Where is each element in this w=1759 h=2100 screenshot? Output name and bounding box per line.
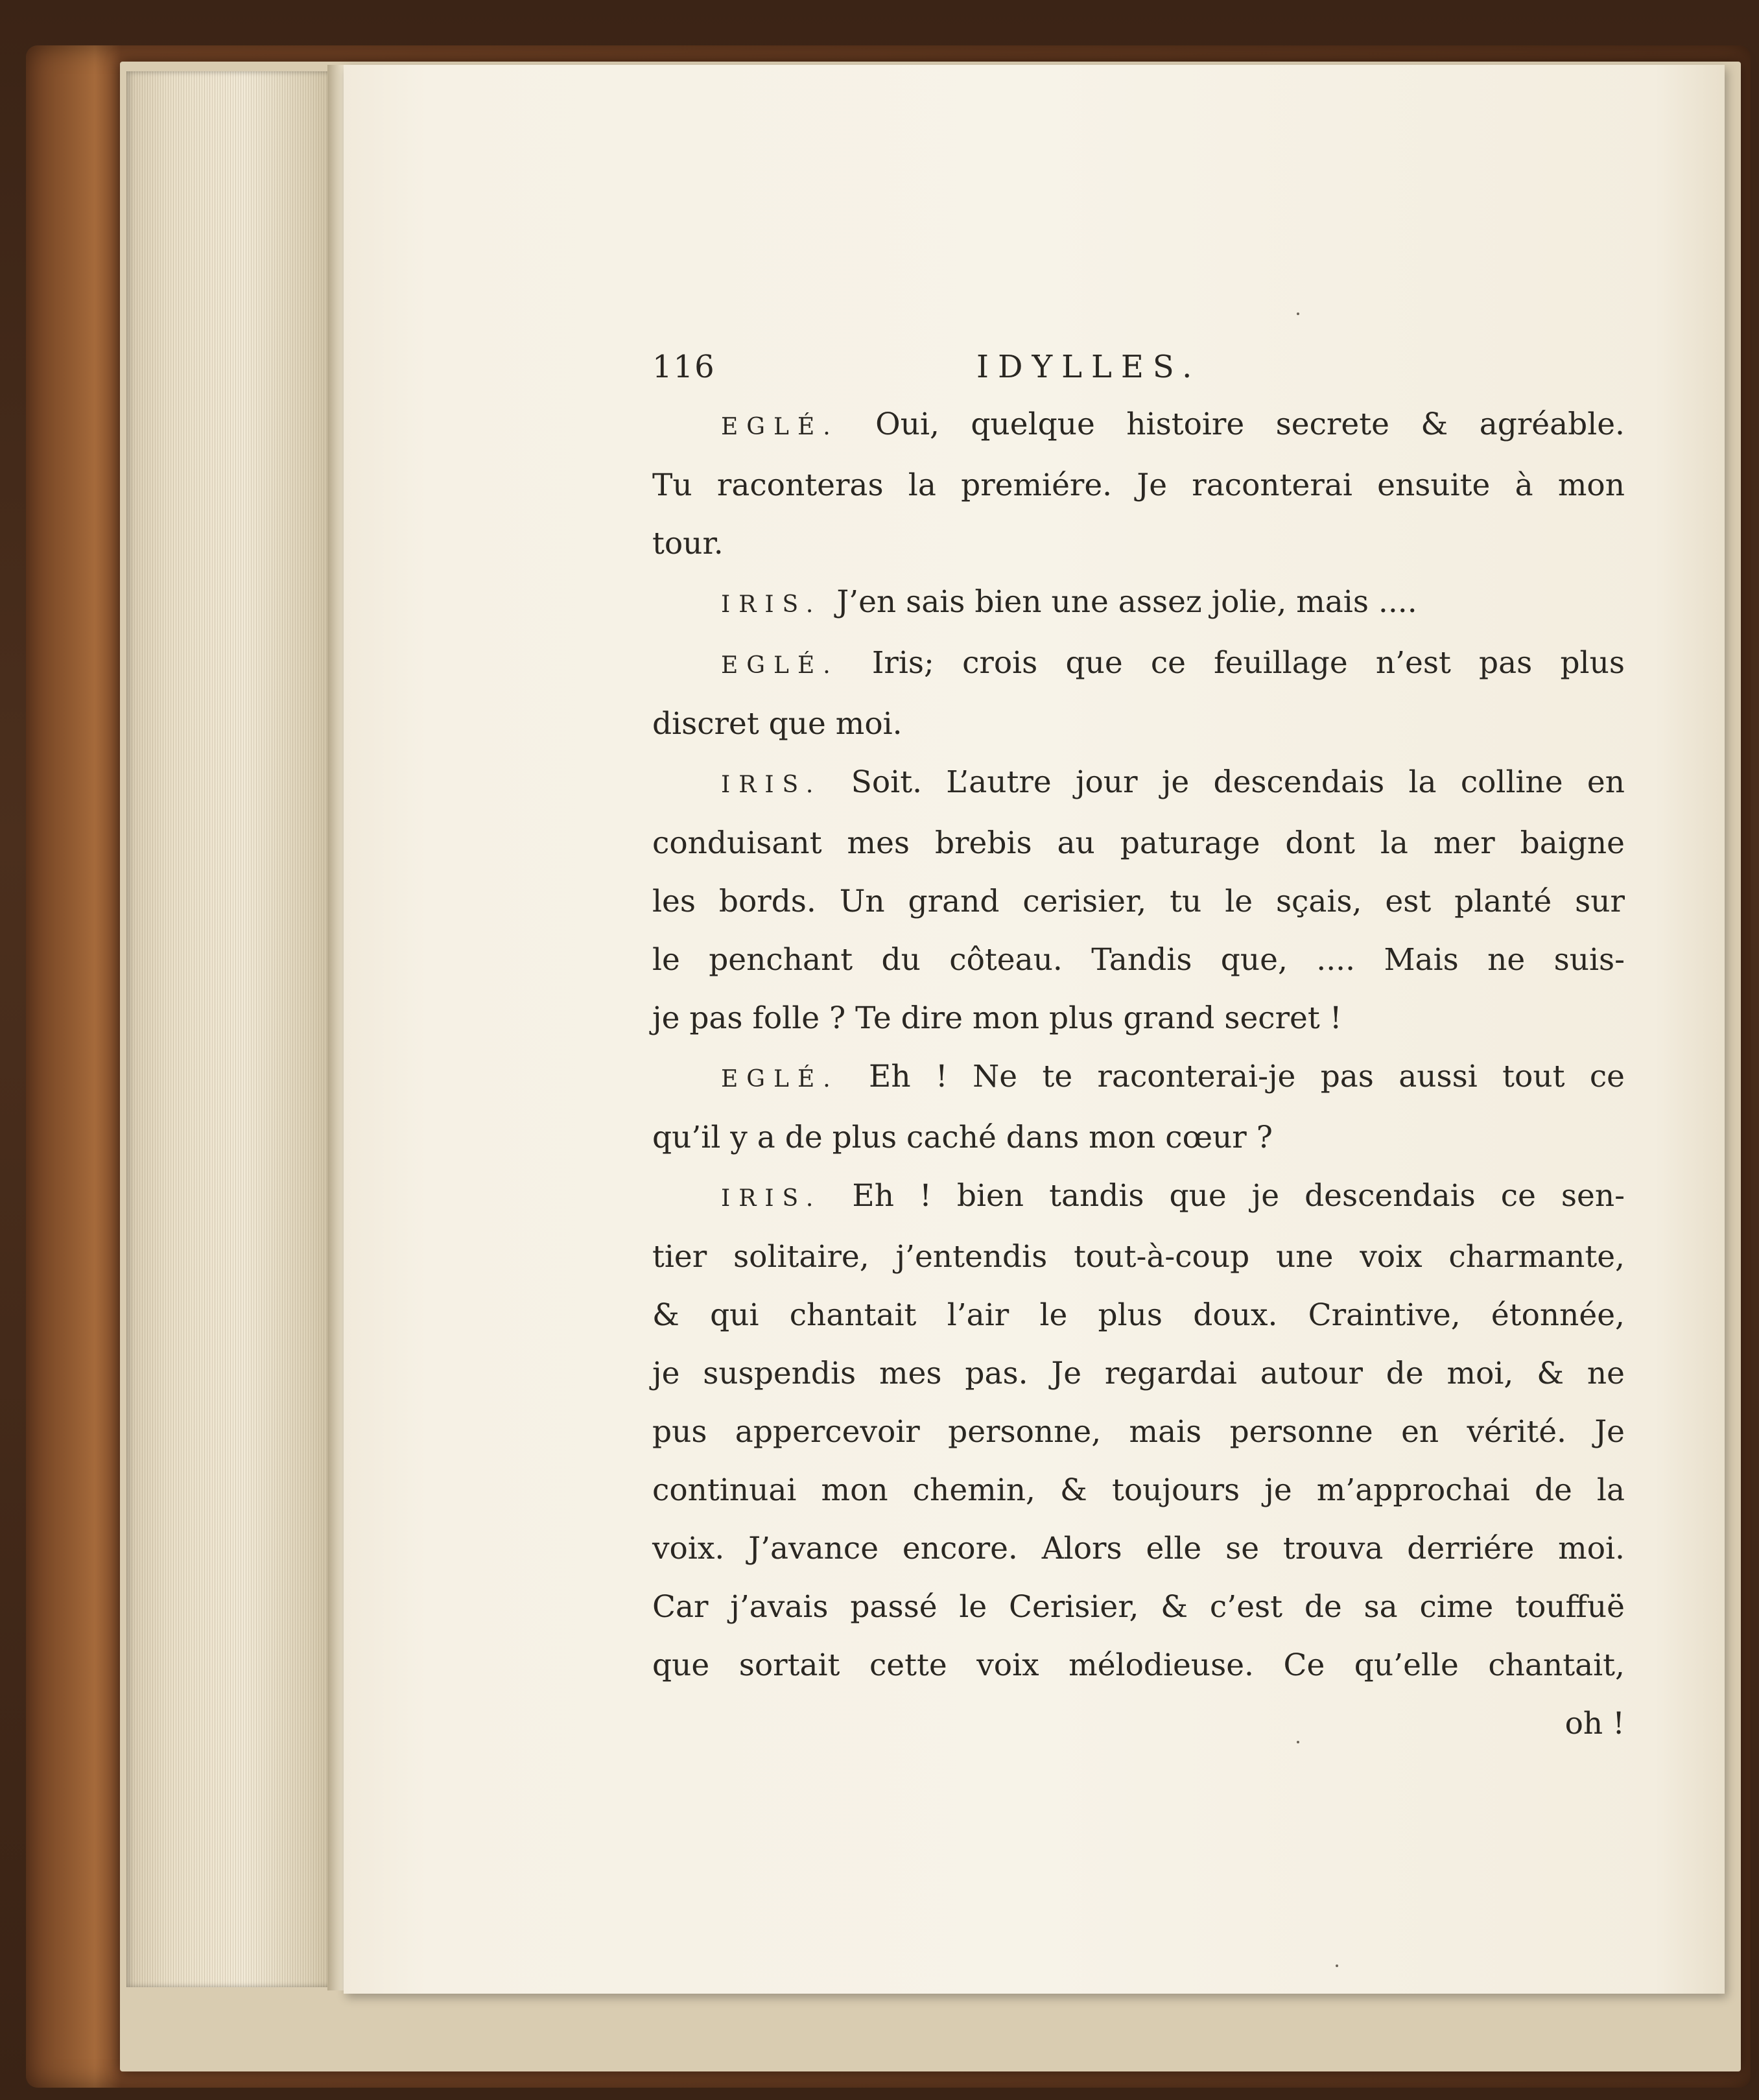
- text-line: [652, 1636, 1625, 1695]
- text-line: [652, 1286, 1625, 1345]
- text-line: [652, 1578, 1625, 1636]
- speaker-name: EGLÉ.: [721, 652, 839, 679]
- text-line: [652, 1403, 1625, 1461]
- text-line: [652, 1345, 1625, 1403]
- line-text: Eh ! bien tandis que je descendais ce sen-: [852, 1178, 1625, 1214]
- line-text: J’en sais bien une assez jolie, mais ....: [836, 584, 1417, 620]
- text-line: [652, 515, 1625, 573]
- line-text: que sortait cette voix mélodieuse. Ce qu’elle chantait,: [652, 1647, 1625, 1683]
- speaker-name: IRIS.: [721, 591, 822, 618]
- text-line: [652, 931, 1625, 989]
- catchword: oh !: [1564, 1706, 1625, 1741]
- line-text: Tu raconteras la premiére. Je raconterai ensuite à mon: [652, 467, 1625, 503]
- running-title: IDYLLES.: [976, 349, 1201, 385]
- text-line: [652, 456, 1625, 515]
- speaker-name: IRIS.: [721, 1185, 822, 1212]
- line-text: discret que moi.: [652, 706, 903, 742]
- text-line: [652, 695, 1625, 753]
- line-text: Oui, quelque histoire secrete & agréable.: [875, 407, 1625, 442]
- line-text: qu’il y a de plus caché dans mon cœur ?: [652, 1120, 1273, 1155]
- body-text: [652, 395, 1625, 1695]
- line-text: le penchant du côteau. Tandis que, .... Mais ne suis-: [652, 942, 1625, 978]
- line-text: Eh ! Ne te raconterai-je pas aussi tout ce: [869, 1059, 1625, 1094]
- speaker-name: EGLÉ.: [721, 1066, 839, 1092]
- page-speck: [1336, 1964, 1338, 1967]
- page-number: 116: [652, 349, 716, 385]
- speaker-name: IRIS.: [721, 772, 822, 798]
- speaker-name: EGLÉ.: [721, 414, 839, 440]
- line-text: les bords. Un grand cerisier, tu le sçais, est planté sur: [652, 884, 1625, 919]
- line-text: & qui chantait l’air le plus doux. Craintive, étonnée,: [652, 1297, 1625, 1333]
- speech-line: [652, 395, 1625, 456]
- page-fore-edge: [126, 71, 340, 1987]
- page-text: [652, 337, 1625, 1753]
- text-line: [652, 814, 1625, 873]
- text-line: [652, 989, 1625, 1048]
- text-line: [652, 1109, 1625, 1167]
- speech-line: [652, 573, 1625, 634]
- running-header: [652, 337, 1625, 395]
- line-text: Soit. L’autre jour je descendais la colline en: [851, 764, 1625, 800]
- text-line: [652, 1228, 1625, 1286]
- line-text: Iris; crois que ce feuillage n’est pas plus: [871, 645, 1625, 681]
- line-text: je pas folle ? Te dire mon plus grand secret !: [652, 1000, 1342, 1036]
- line-text: tier solitaire, j’entendis tout-à-coup une voix charmante,: [652, 1239, 1625, 1275]
- speech-line: [652, 753, 1625, 814]
- speech-line: [652, 1048, 1625, 1109]
- speech-line: [652, 1167, 1625, 1228]
- line-text: Car j’avais passé le Cerisier, & c’est de sa cime touffuë: [652, 1589, 1625, 1625]
- page-speck: [1297, 313, 1299, 315]
- line-text: continuai mon chemin, & toujours je m’approchai de la: [652, 1472, 1625, 1508]
- line-text: pus appercevoir personne, mais personne en vérité. Je: [652, 1414, 1625, 1450]
- line-text: tour.: [652, 526, 724, 561]
- text-line: [652, 1520, 1625, 1578]
- line-text: je suspendis mes pas. Je regardai autour de moi, & ne: [652, 1356, 1625, 1391]
- line-text: voix. J’avance encore. Alors elle se trouva derriére moi.: [652, 1531, 1625, 1566]
- text-line: [652, 1461, 1625, 1520]
- line-text: conduisant mes brebis au paturage dont la mer baigne: [652, 825, 1625, 861]
- text-line: [652, 873, 1625, 931]
- speech-line: [652, 634, 1625, 695]
